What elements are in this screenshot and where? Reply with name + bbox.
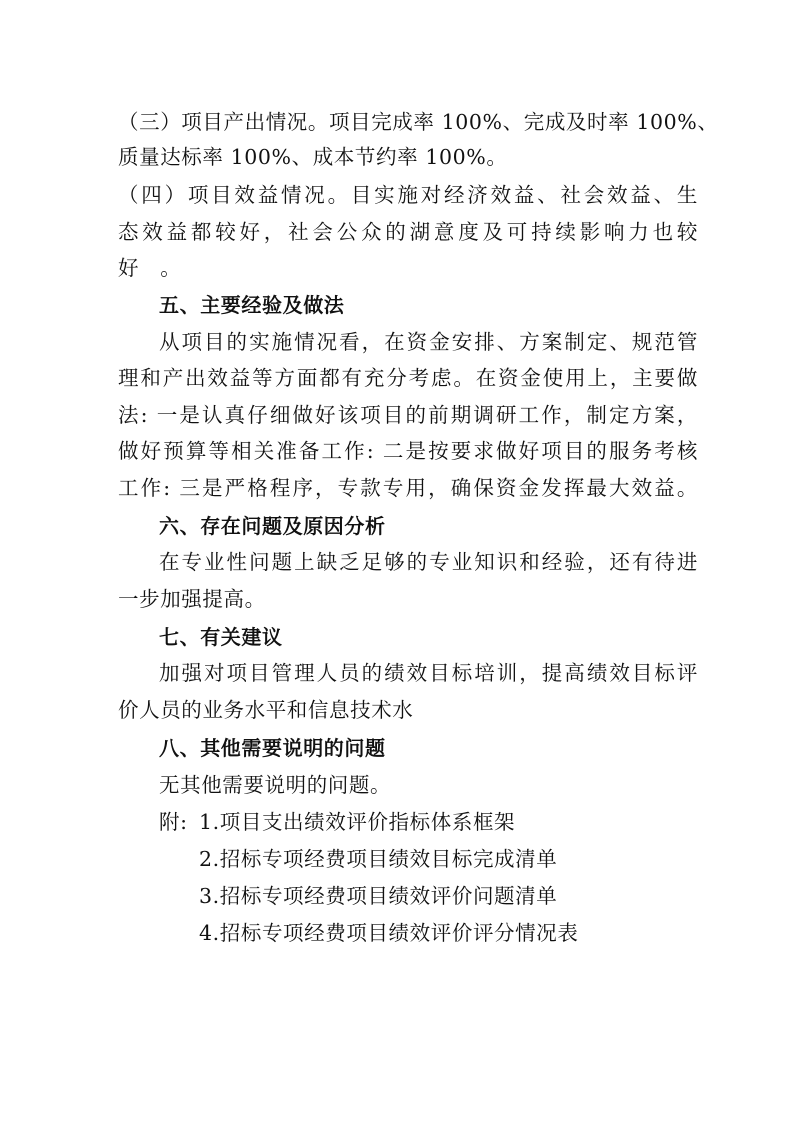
section-eight-line-1: 无其他需要说明的问题。 <box>159 773 392 797</box>
section-seven-line-1: 加强对项目管理人员的绩效目标培训，提高绩效目标评 <box>159 661 698 685</box>
attachment-item-4: 4.招标专项经费项目绩效评价评分情况表 <box>199 921 579 945</box>
attachment-item-3: 3.招标专项经费项目绩效评价问题清单 <box>199 884 558 908</box>
section-six-line-2: 一步加强提高。 <box>118 587 266 611</box>
attachments-label: 附: <box>159 810 188 834</box>
section-six-heading: 六、存在问题及原因分析 <box>159 514 386 538</box>
paragraph-benefit-line-3: 好 。 <box>118 256 182 280</box>
section-seven-line-2: 价人员的业务水平和信息技术水 <box>118 698 414 722</box>
section-seven-heading: 七、有关建议 <box>159 625 283 649</box>
section-five-line-2: 理和产出效益等方面都有充分考虑。在资金使用上，主要做 <box>118 366 698 390</box>
paragraph-benefit-line-2: 态效益都较好，社会公众的湖意度及可持续影响力也较 <box>118 220 698 244</box>
section-five-line-4: 做好预算等相关准备工作: 二是按要求做好项目的服务考核 <box>118 439 698 463</box>
attachment-item-2: 2.招标专项经费项目绩效目标完成清单 <box>199 847 558 871</box>
paragraph-output-line-2: 质量达标率 100%、成本节约率 100%。 <box>118 145 508 169</box>
attachment-item-1: 1.项目支出绩效评价指标体系框架 <box>199 810 516 834</box>
section-five-heading: 五、主要经验及做法 <box>159 293 345 317</box>
section-six-line-1: 在专业性问题上缺乏足够的专业知识和经验，还有待进 <box>159 550 698 574</box>
section-five-line-3: 法: 一是认真仔细做好该项目的前期调研工作，制定方案， <box>118 403 698 427</box>
paragraph-output-line-1: （三）项目产出情况。项目完成率 100%、完成及时率 100%、 <box>118 110 719 134</box>
paragraph-benefit-line-1: （四）项目效益情况。目实施对经济效益、社会效益、生 <box>118 183 698 207</box>
section-five-line-1: 从项目的实施情况看，在资金安排、方案制定、规范管 <box>159 330 698 354</box>
section-eight-heading: 八、其他需要说明的问题 <box>159 736 386 760</box>
section-five-line-5: 工作: 三是严格程序，专款专用，确保资金发挥最大效益。 <box>118 476 698 500</box>
